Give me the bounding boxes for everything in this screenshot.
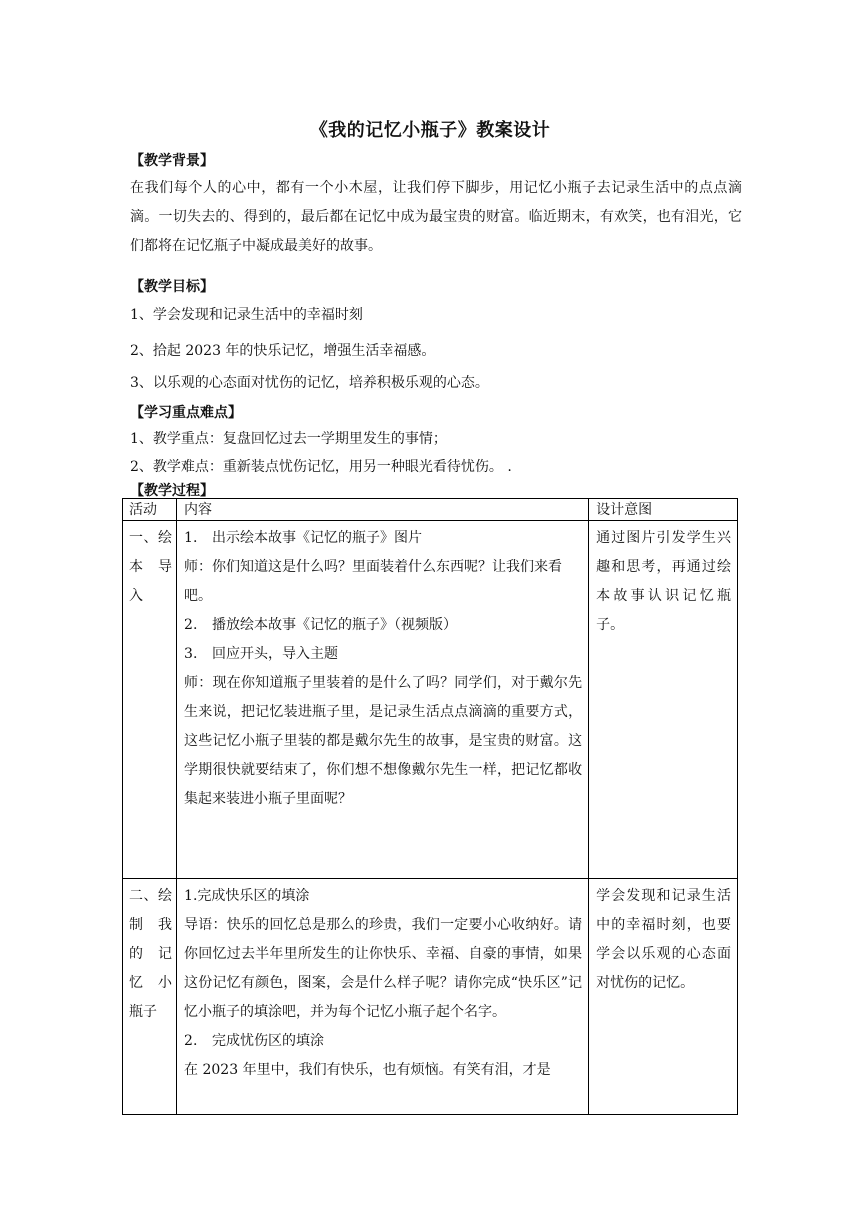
item-text: 出示绘本故事《记忆的瓶子》图片 [212, 530, 423, 546]
activity-cell [123, 879, 177, 1115]
item-text: 导语：快乐的回忆总是那么的珍贵，我们一定要小心收纳好。请你回忆过去半年里所发生的让你快乐、幸福、自豪的事情，如果这份记忆有颜色，图案，会是什么样子呢？请你完成“快乐区”记忆小瓶子的填涂吧，并为每个记忆小瓶子起个名字。 [184, 917, 583, 1020]
intent-text: 学会发现和记录生活中的幸福时刻，也要学会以乐观的心态面对忧伤的记忆。 [596, 888, 731, 991]
activity-line: 二、绘 [129, 888, 173, 904]
item-number: 3. [184, 646, 198, 662]
intent-cell [589, 879, 738, 1115]
background-paragraph: 在我们每个人的心中，都有一个小木屋，让我们停下脚步，用记忆小瓶子去记录生活中的点点滴滴。一切失去的、得到的，最后都在记忆中成为最宝贵的财富。临近期末，有欢笑，也有泪光，它们都将在记忆瓶子中凝成最美好的故事。 [130, 180, 742, 254]
content-item [184, 524, 582, 553]
content-item [184, 1056, 582, 1085]
column-header: 活动 [123, 499, 177, 521]
keypoint-item: 2、教学难点：重新装点忧伤记忆，用另一种眼光看待忧伤。 . [130, 459, 512, 475]
item-number: 2. [184, 617, 198, 633]
content-item [184, 640, 582, 669]
item-text: 回应开头，导入主题 [212, 646, 339, 662]
goal-item: 1、学会发现和记录生活中的幸福时刻 [130, 307, 363, 323]
item-text: 1.完成快乐区的填涂 [184, 888, 310, 904]
activity-cell [123, 521, 177, 879]
document-title: 《我的记忆小瓶子》教案设计 [309, 120, 551, 141]
process-table [122, 498, 738, 1115]
table-header-row [123, 499, 738, 521]
content-item [184, 882, 582, 911]
goal-item: 2、拾起 2023 年的快乐记忆，增强生活幸福感。 [130, 343, 436, 359]
item-text: 师：你们知道这是什么吗？里面装着什么东西呢？让我们来看吧。 [184, 559, 563, 604]
keypoints-heading: 【学习重点难点】 [130, 405, 242, 421]
activity-line: 瓶子 [129, 1004, 157, 1020]
goal-item: 3、以乐观的心态面对忧伤的记忆，培养积极乐观的心态。 [130, 375, 489, 391]
column-header: 内容 [177, 499, 589, 521]
content-item [184, 553, 582, 611]
activity-line: 本 导 [129, 559, 173, 575]
content-item [184, 669, 582, 814]
content-cell [177, 879, 589, 1115]
keypoint-item: 1、教学重点：复盘回忆过去一学期里发生的事情； [130, 431, 447, 447]
content-item [184, 611, 582, 640]
content-item [184, 911, 582, 1027]
content-item [184, 1027, 582, 1056]
activity-line: 制 我 [129, 917, 173, 933]
table-row [123, 521, 738, 879]
item-text: 师：现在你知道瓶子里装着的是什么了吗？同学们，对于戴尔先生来说，把记忆装进瓶子里，是记录生活点点滴滴的重要方式，这些记忆小瓶子里装的都是戴尔先生的故事，是宝贵的财富。这学期很快就要结束了，你们想不想像戴尔先生一样，把记忆都收集起来装进小瓶子里面呢？ [184, 675, 583, 807]
intent-cell [589, 521, 738, 879]
intent-text: 通过图片引发学生兴趣和思考，再通过绘本故事认识记忆瓶子。 [596, 530, 731, 633]
activity-line: 忆 小 [129, 975, 173, 991]
background-heading: 【教学背景】 [130, 153, 214, 169]
activity-line: 的 记 [129, 946, 173, 962]
item-number: 1. [184, 530, 198, 546]
item-number: 2. [184, 1033, 198, 1049]
item-text: 播放绘本故事《记忆的瓶子》（视频版） [212, 617, 458, 633]
item-text: 完成忧伤区的填涂 [212, 1033, 325, 1049]
activity-line: 入 [129, 588, 143, 604]
activity-line: 一、绘 [129, 530, 173, 546]
goals-heading: 【教学目标】 [130, 279, 214, 295]
table-row [123, 879, 738, 1115]
content-cell [177, 521, 589, 879]
process-heading: 【教学过程】 [130, 483, 214, 499]
item-text: 在 2023 年里中，我们有快乐，也有烦恼。有笑有泪，才是 [184, 1062, 551, 1078]
column-header: 设计意图 [589, 499, 738, 521]
